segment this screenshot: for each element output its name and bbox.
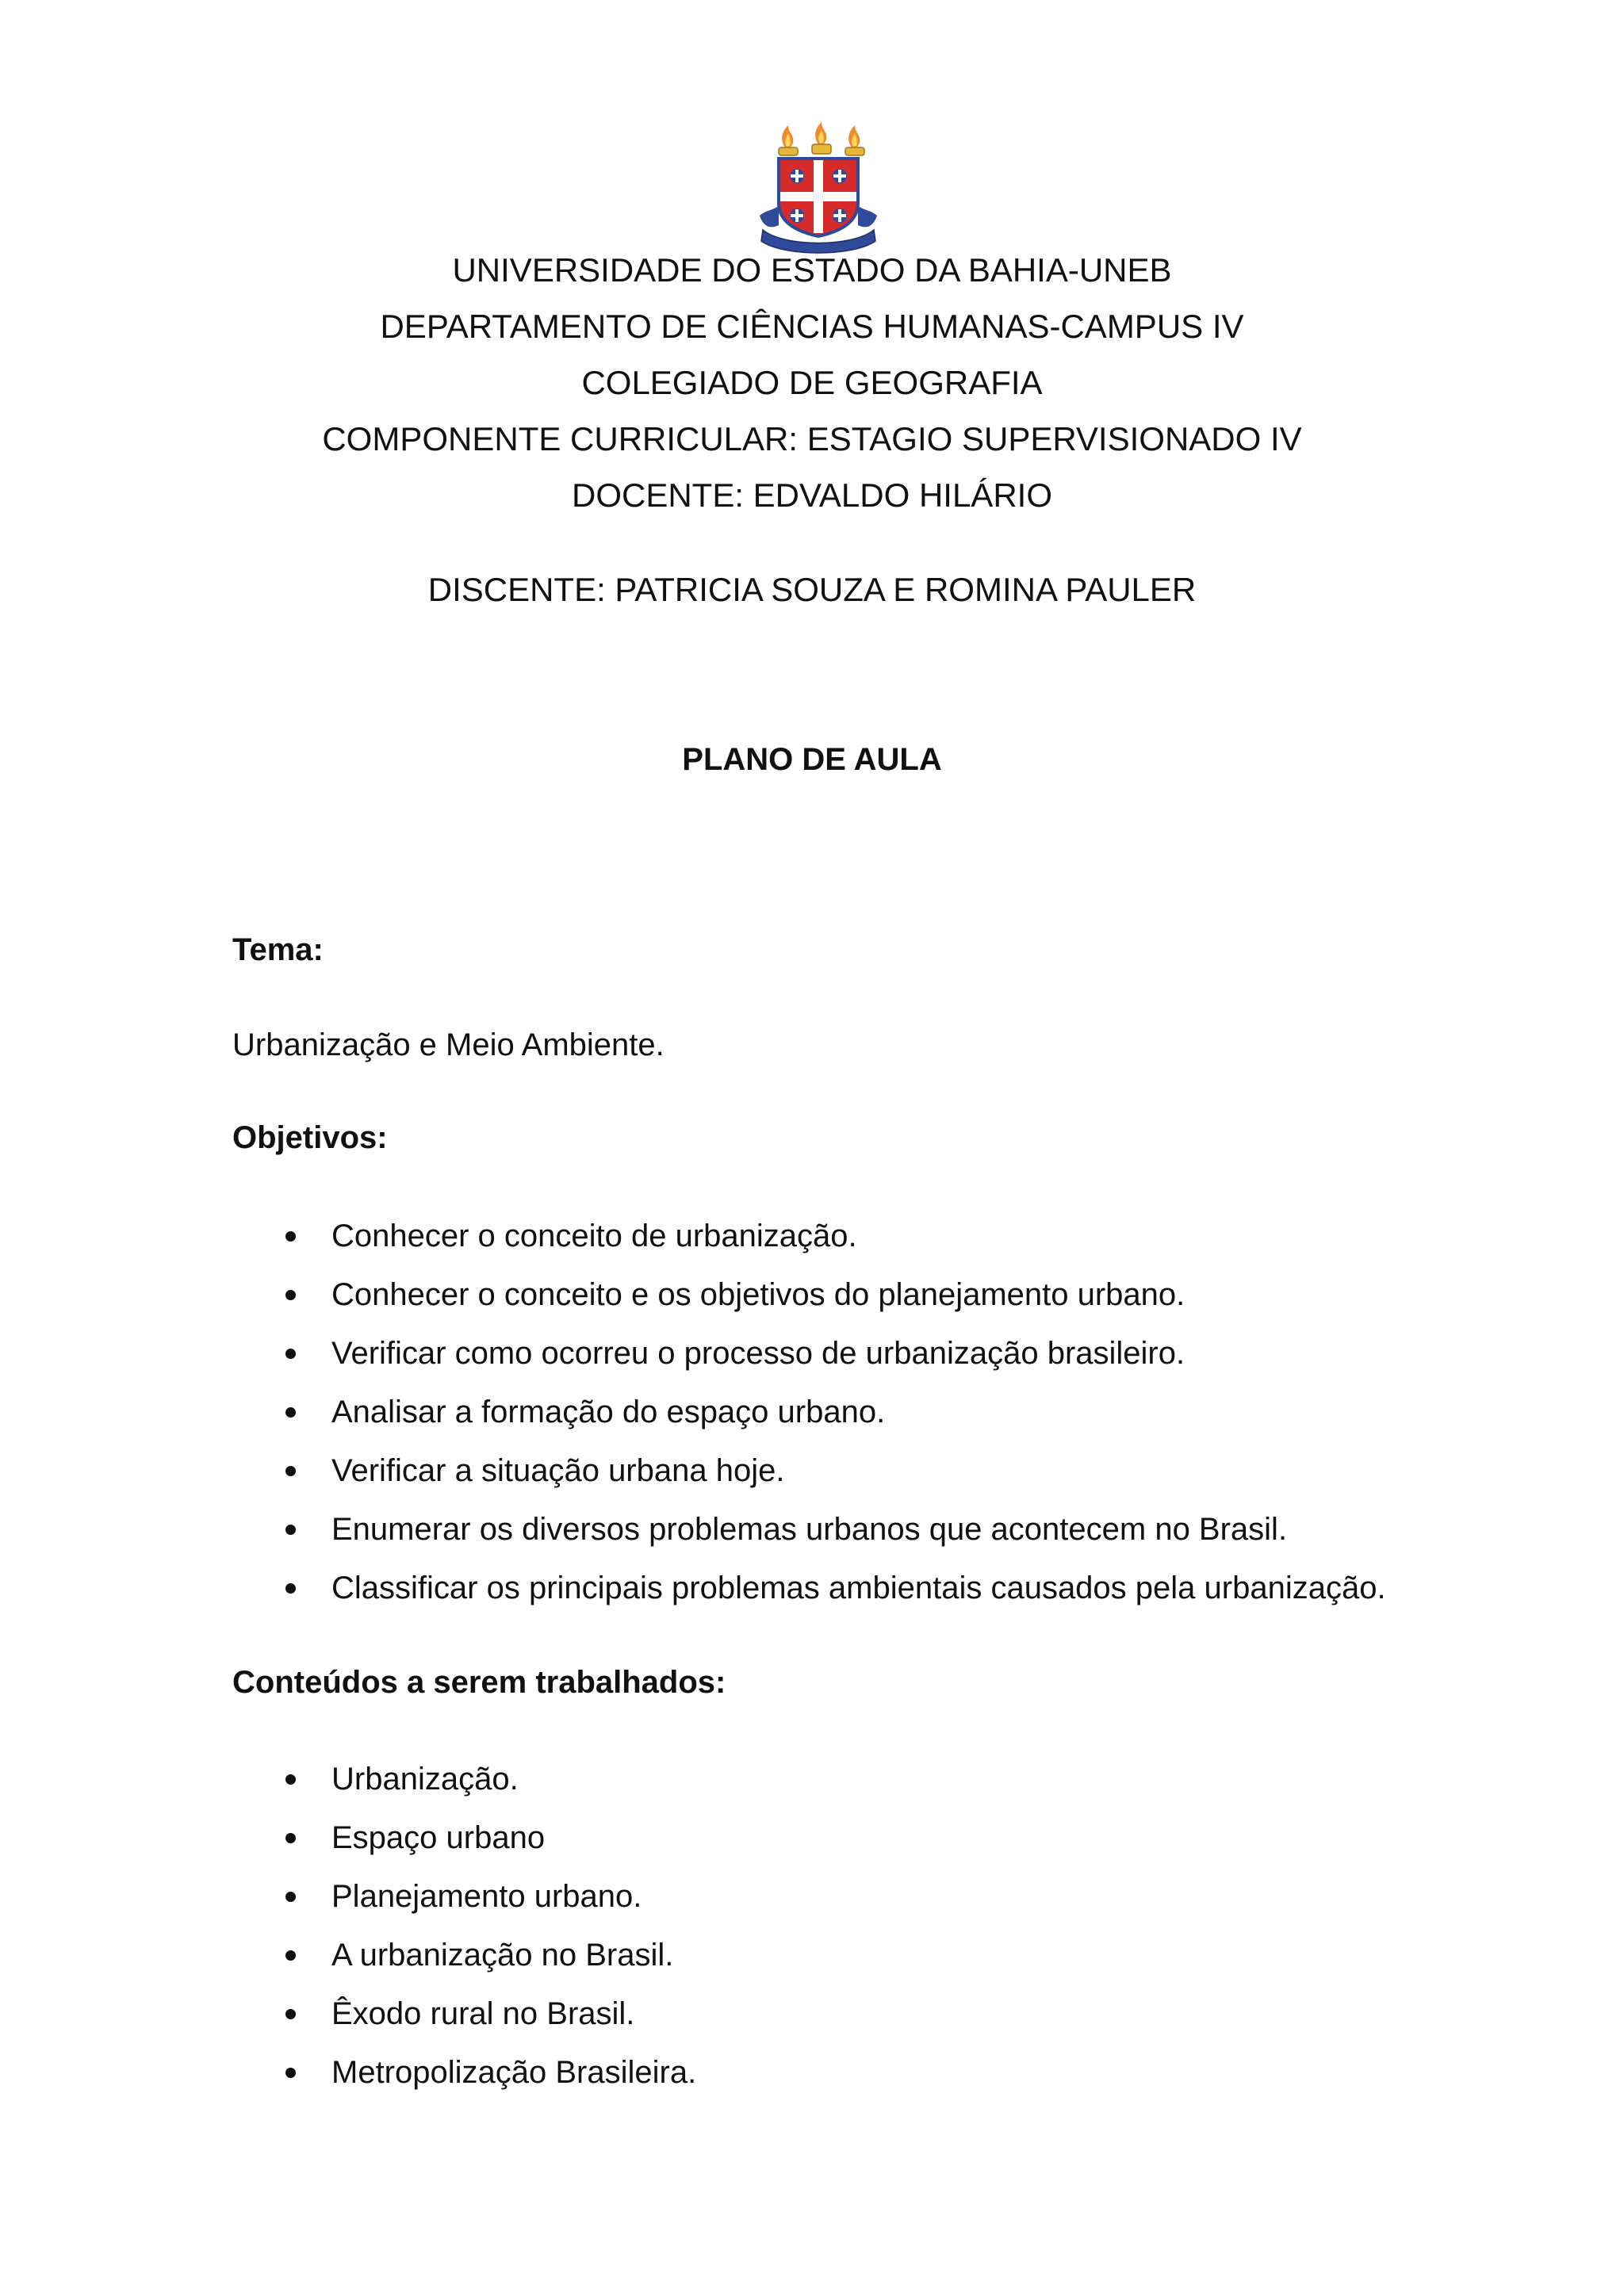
collegiate-name: COLEGIADO DE GEOGRAFIA — [581, 364, 1043, 401]
university-name: UNIVERSIDADE DO ESTADO DA BAHIA-UNEB — [452, 251, 1172, 289]
students-names: DISCENTE: PATRICIA SOUZA E ROMINA PAULER — [427, 571, 1197, 608]
tema-label: Tema: — [232, 932, 324, 967]
objetivos-list — [278, 1207, 1386, 1617]
bullet-icon — [285, 1774, 296, 1785]
curricular-component: COMPONENTE CURRICULAR: ESTAGIO SUPERVISIONADO IV — [322, 420, 1302, 457]
university-crest-logo — [752, 121, 885, 254]
bullet-icon — [285, 2068, 296, 2078]
bullet-icon — [285, 1349, 296, 1359]
conteudos-list — [278, 1750, 696, 2102]
list-item: Verificar como ocorreu o processo de urbanização brasileiro. — [278, 1324, 1386, 1383]
bullet-icon — [285, 1892, 296, 1902]
list-item: A urbanização no Brasil. — [278, 1926, 696, 1984]
list-item: Conhecer o conceito de urbanização. — [278, 1207, 1386, 1265]
objetivos-label: Objetivos: — [232, 1120, 388, 1155]
list-item: Êxodo rural no Brasil. — [278, 1984, 696, 2043]
bullet-icon — [285, 1466, 296, 1476]
department-name: DEPARTAMENTO DE CIÊNCIAS HUMANAS-CAMPUS IV — [380, 308, 1244, 345]
bullet-icon — [285, 1833, 296, 1843]
list-item: Verificar a situação urbana hoje. — [278, 1441, 1386, 1500]
list-item: Conhecer o conceito e os objetivos do planejamento urbano. — [278, 1265, 1386, 1324]
bullet-icon — [285, 1525, 296, 1535]
institution-header — [0, 242, 1624, 523]
tema-text: Urbanização e Meio Ambiente. — [232, 1027, 665, 1062]
teacher-name: DOCENTE: EDVALDO HILÁRIO — [571, 476, 1052, 514]
list-item: Metropolização Brasileira. — [278, 2043, 696, 2102]
list-item: Enumerar os diversos problemas urbanos que acontecem no Brasil. — [278, 1500, 1386, 1559]
list-item: Planejamento urbano. — [278, 1867, 696, 1926]
bullet-icon — [285, 1583, 296, 1594]
bullet-icon — [285, 1231, 296, 1242]
list-item: Analisar a formação do espaço urbano. — [278, 1383, 1386, 1441]
bullet-icon — [285, 2009, 296, 2019]
bullet-icon — [285, 1290, 296, 1300]
page-title: PLANO DE AULA — [682, 742, 942, 777]
bullet-icon — [285, 1950, 296, 1961]
list-item: Classificar os principais problemas ambientais causados pela urbanização. — [278, 1559, 1386, 1617]
bullet-icon — [285, 1407, 296, 1418]
conteudos-label: Conteúdos a serem trabalhados: — [232, 1665, 726, 1700]
list-item: Espaço urbano — [278, 1808, 696, 1867]
list-item: Urbanização. — [278, 1750, 696, 1808]
